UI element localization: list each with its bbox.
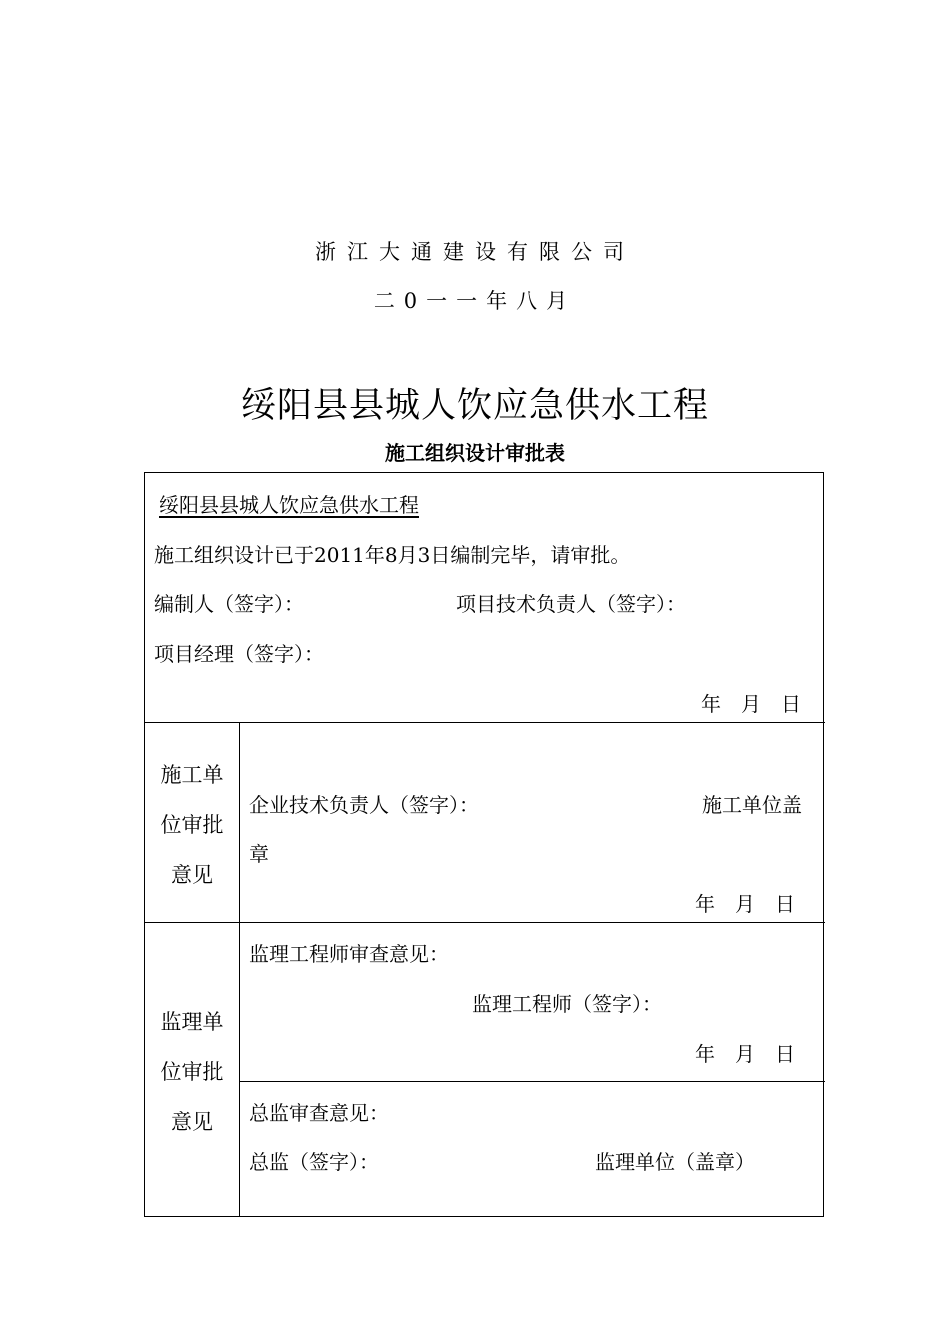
column-divider xyxy=(239,722,240,1217)
enterprise-tech-lead-signature-label: 企业技术负责人（签字）： xyxy=(249,793,479,817)
date-field: 年 月 日 xyxy=(695,892,795,916)
construction-unit-seal-label-wrap: 章 xyxy=(249,842,269,866)
chief-opinion-label: 总监审查意见： xyxy=(249,1101,389,1125)
document-title: 绥阳县县城人饮应急供水工程 xyxy=(240,386,709,426)
approval-form-table xyxy=(144,472,824,1217)
company-name: 浙江大通建设有限公司 xyxy=(315,240,635,264)
manager-signature-label: 项目经理（签字）： xyxy=(154,642,324,666)
project-name-field: 绥阳县县城人饮应急供水工程 xyxy=(159,493,419,517)
construction-unit-approval-label: 施工单 位审批 意见 xyxy=(160,763,224,887)
date-field: 年 月 日 xyxy=(695,1042,795,1066)
engineer-opinion-label: 监理工程师审查意见： xyxy=(249,942,449,966)
supervision-unit-approval-label: 监理单 位审批 意见 xyxy=(160,1010,224,1134)
row-divider xyxy=(145,922,825,923)
construction-unit-seal-label: 施工单位盖 xyxy=(702,793,802,817)
chief-signature-label: 总监（签字）： xyxy=(249,1150,379,1174)
row-divider xyxy=(239,1081,825,1082)
tech-lead-signature-label: 项目技术负责人（签字）： xyxy=(456,592,686,616)
row-divider xyxy=(145,722,825,723)
engineer-signature-label: 监理工程师（签字）： xyxy=(472,992,662,1016)
document-date: 二0一一年八月 xyxy=(373,289,577,313)
compiler-signature-label: 编制人（签字）： xyxy=(154,592,304,616)
document-subtitle: 施工组织设计审批表 xyxy=(385,441,565,465)
submission-statement: 施工组织设计已于2011年8月3日编制完毕，请审批。 xyxy=(154,543,631,567)
supervision-unit-seal-label: 监理单位（盖章） xyxy=(595,1150,755,1174)
date-field: 年 月 日 xyxy=(701,692,801,716)
